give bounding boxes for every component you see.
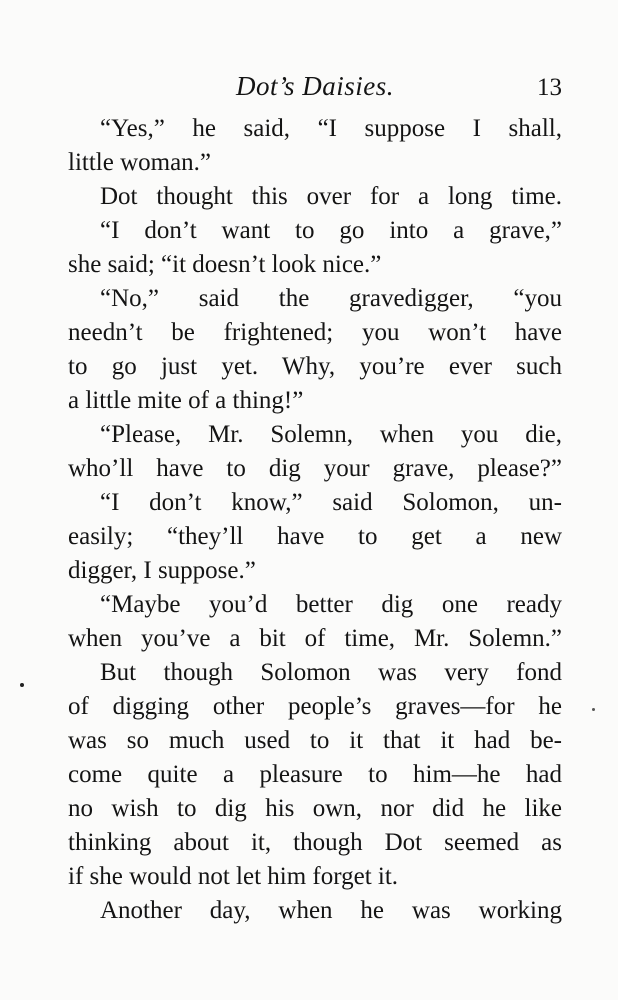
text-line: Another day, when he was working — [100, 897, 562, 924]
text-line: to go just yet. Why, you’re ever such — [68, 353, 562, 380]
text-line: “No,” said the gravedigger, “you — [100, 285, 562, 312]
text-line: “Maybe you’d better dig one ready — [100, 591, 562, 618]
text-line: digger, I suppose.” — [68, 557, 256, 584]
text-line: if she would not let him forget it. — [68, 863, 399, 890]
text-line: “I don’t know,” said Solomon, un- — [100, 489, 562, 516]
text-line: “Please, Mr. Solemn, when you die, — [100, 421, 562, 448]
text-line: no wish to dig his own, nor did he like — [68, 795, 562, 822]
text-line: easily; “they’ll have to get a new — [68, 523, 562, 550]
text-line: But though Solomon was very fond — [100, 659, 562, 686]
text-line: of digging other people’s graves—for he — [68, 693, 562, 720]
ink-speck — [592, 708, 595, 711]
text-line: when you’ve a bit of time, Mr. Solemn.” — [68, 625, 562, 652]
ink-speck — [20, 683, 24, 687]
page-number: 13 — [537, 74, 562, 101]
running-header — [68, 66, 562, 106]
text-line: thinking about it, though Dot seemed as — [68, 829, 562, 856]
body-text — [68, 112, 562, 928]
text-line: come quite a pleasure to him—he had — [68, 761, 562, 788]
text-line: needn’t be frightened; you won’t have — [68, 319, 562, 346]
text-line: “Yes,” he said, “I suppose I shall, — [100, 115, 562, 142]
text-line: “I don’t want to go into a grave,” — [100, 217, 562, 244]
text-line: little woman.” — [68, 149, 212, 176]
running-title: Dot’s Daisies. — [235, 71, 395, 101]
text-line: was so much used to it that it had be- — [68, 727, 562, 754]
text-line: Dot thought this over for a long time. — [100, 183, 562, 210]
text-line: who’ll have to dig your grave, please?” — [68, 455, 562, 482]
text-line: a little mite of a thing!” — [68, 387, 304, 414]
text-line: she said; “it doesn’t look nice.” — [68, 251, 382, 278]
